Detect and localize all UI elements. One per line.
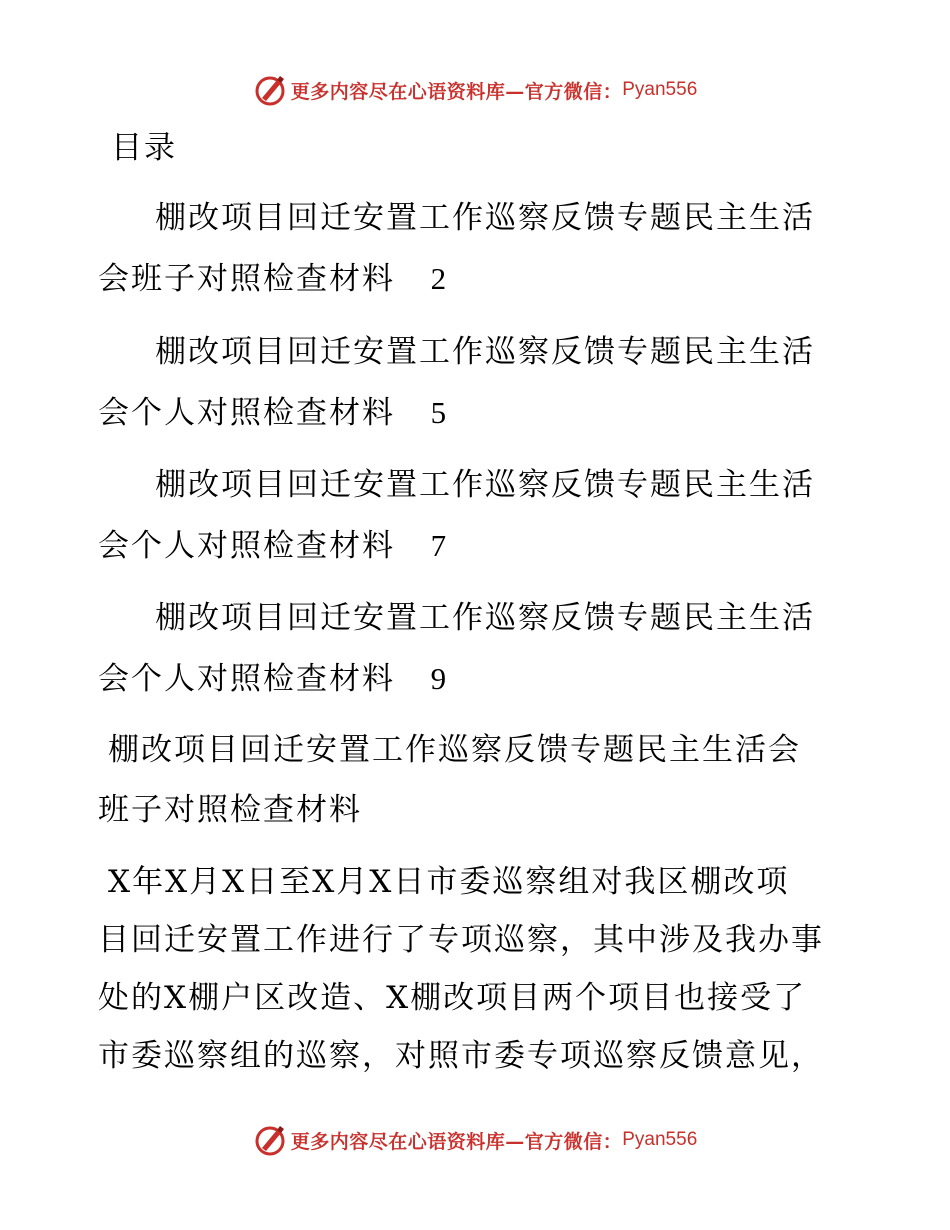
toc-entry-line2 bbox=[98, 391, 448, 435]
toc-entry-line2 bbox=[98, 524, 448, 568]
body-line: 目回迁安置工作进行了专项巡察，其中涉及我办事 bbox=[98, 922, 824, 958]
toc-entry-title: 会个人对照检查材料 bbox=[98, 395, 395, 431]
watermark-handle: Pyan556 bbox=[622, 1129, 698, 1150]
toc-entry-page: 2 bbox=[430, 261, 449, 296]
watermark-text: 更多内容尽在心语资料库—官方微信： bbox=[290, 1130, 623, 1153]
toc-entry-title: 会个人对照检查材料 bbox=[98, 661, 395, 697]
toc-entry-line1: 棚改项目回迁安置工作巡察反馈专题民主生活 bbox=[155, 600, 815, 636]
watermark-text: 更多内容尽在心语资料库—官方微信： bbox=[290, 80, 623, 103]
toc-entry-line1: 棚改项目回迁安置工作巡察反馈专题民主生活 bbox=[155, 200, 815, 236]
toc-entry-line1: 棚改项目回迁安置工作巡察反馈专题民主生活 bbox=[155, 334, 815, 370]
header-watermark bbox=[0, 70, 950, 110]
body-line: X年X月X日至X月X日市委巡察组对我区棚改项 bbox=[108, 864, 790, 900]
pen-logo-icon bbox=[253, 72, 289, 108]
pen-logo-icon bbox=[253, 1122, 289, 1158]
body-line: 市委巡察组的巡察，对照市委专项巡察反馈意见， bbox=[98, 1038, 824, 1074]
toc-entry-line2 bbox=[98, 257, 448, 301]
footer-watermark bbox=[0, 1120, 950, 1160]
toc-entry-title: 会个人对照检查材料 bbox=[98, 528, 395, 564]
article-title-line2: 班子对照检查材料 bbox=[98, 792, 362, 828]
toc-heading: 目录 bbox=[111, 130, 177, 166]
toc-entry-line1: 棚改项目回迁安置工作巡察反馈专题民主生活 bbox=[155, 467, 815, 503]
toc-entry-page: 9 bbox=[430, 661, 449, 696]
toc-entry-title: 会班子对照检查材料 bbox=[98, 261, 395, 297]
toc-entry-page: 7 bbox=[430, 528, 449, 563]
watermark-handle: Pyan556 bbox=[622, 79, 698, 100]
toc-entry-line2 bbox=[98, 657, 448, 701]
body-line: 处的X棚户区改造、X棚改项目两个项目也接受了 bbox=[98, 980, 807, 1016]
article-title-line1: 棚改项目回迁安置工作巡察反馈专题民主生活会 bbox=[108, 732, 801, 768]
toc-entry-page: 5 bbox=[430, 395, 449, 430]
